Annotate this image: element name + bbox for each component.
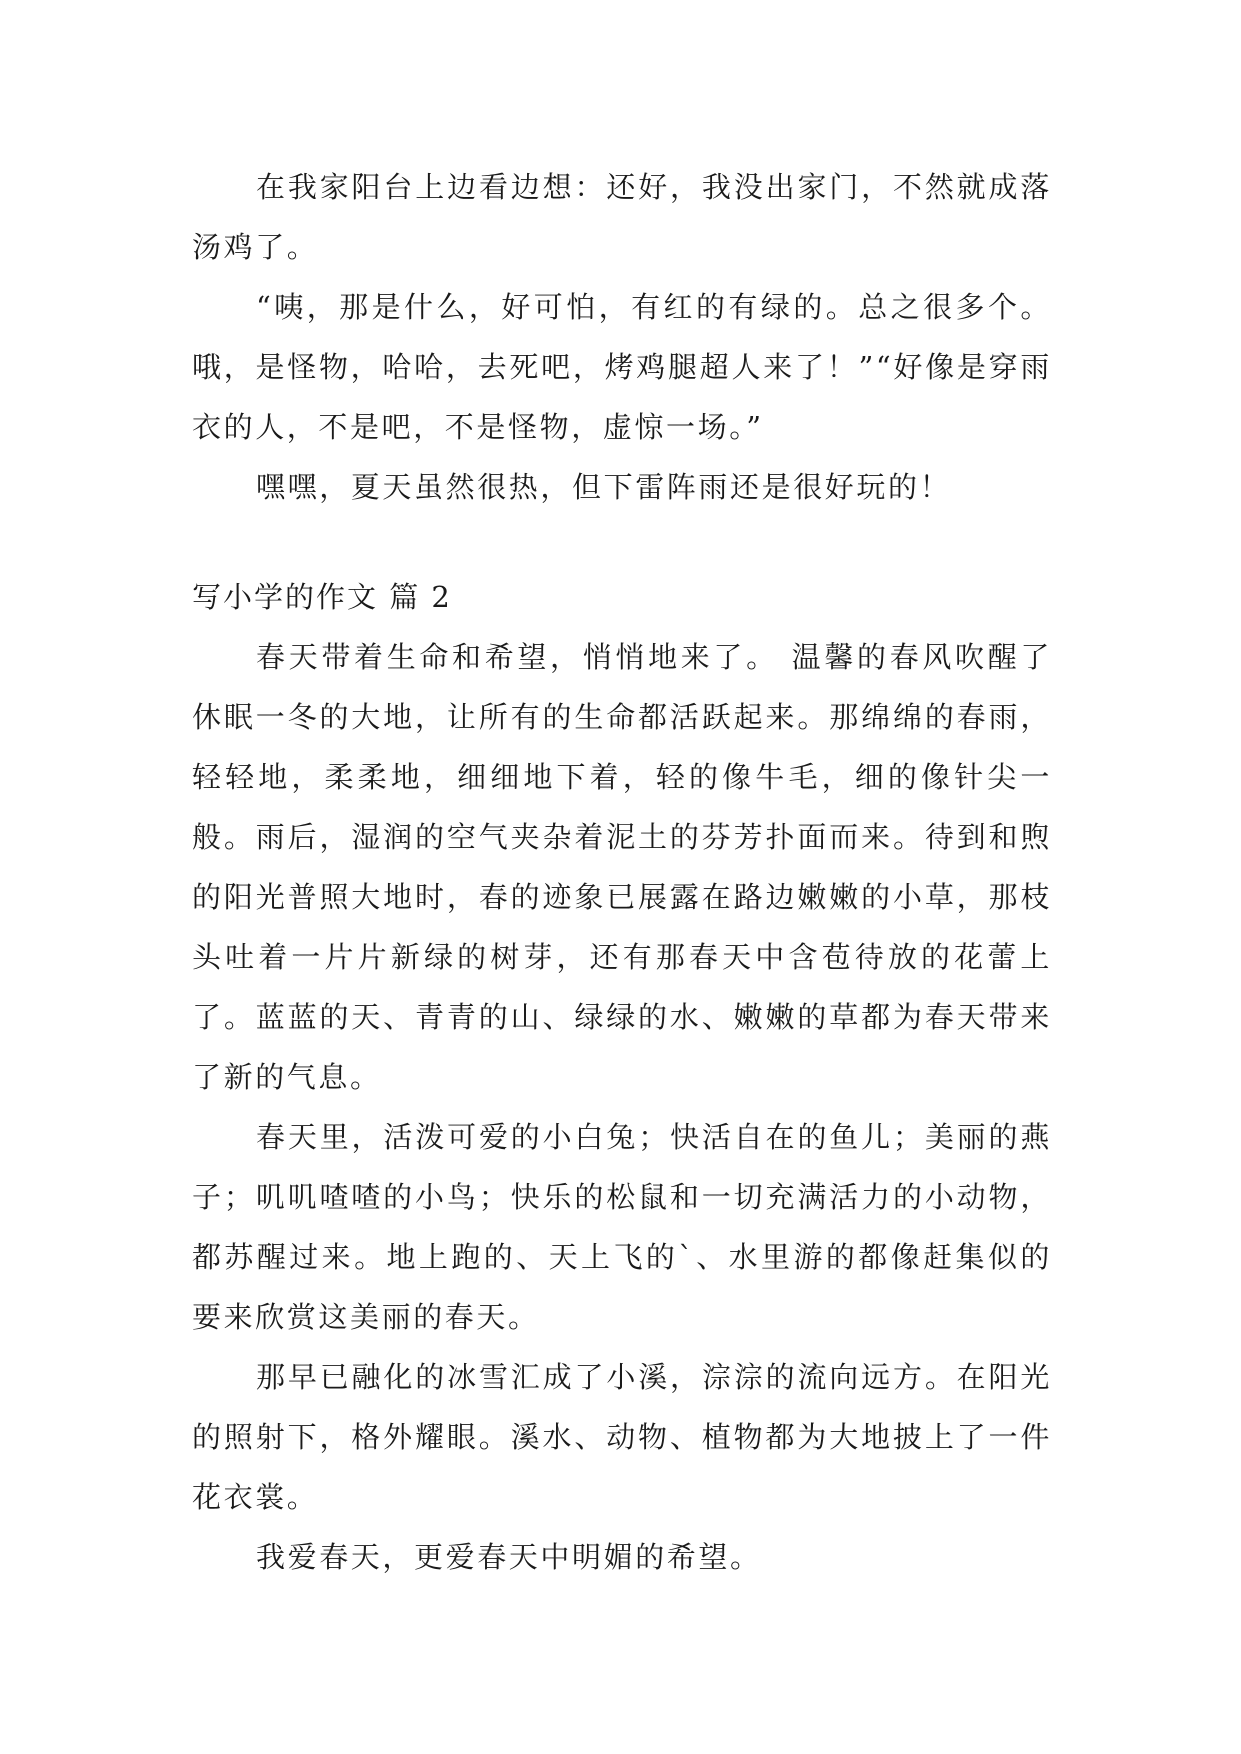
paragraph: “咦，那是什么，好可怕，有红的有绿的。总之很多个。哦，是怪物，哈哈，去死吧，烤鸡腿超人来了！”“好像是穿雨衣的人，不是吧，不是怪物，虚惊一场。” [192, 290, 1052, 444]
paragraph: 在我家阳台上边看边想：还好，我没出家门，不然就成落汤鸡了。 [192, 170, 1052, 264]
paragraph: 嘿嘿，夏天虽然很热，但下雷阵雨还是很好玩的！ [256, 470, 952, 504]
section-spacer [192, 517, 1052, 567]
paragraph: 春天带着生命和希望，悄悄地来了。 温馨的春风吹醒了休眠一冬的大地，让所有的生命都活跃起来。那绵绵的春雨，轻轻地，柔柔地，细细地下着，轻的像牛毛，细的像针尖一般。雨后，湿润的空气夹杂着泥土的芬芳扑面而来。待到和煦的阳光普照大地时，春的迹象已展露在路边嫩嫩的小草，那枝头吐着一片片新绿的树芽，还有那春天中含苞待放的花蕾上了。蓝蓝的天、青青的山、绿绿的水、嫩嫩的草都为春天带来了新的气息。 [192, 640, 1052, 1094]
paragraph: 那早已融化的冰雪汇成了小溪，淙淙的流向远方。在阳光的照射下，格外耀眼。溪水、动物、植物都为大地披上了一件花衣裳。 [192, 1360, 1052, 1514]
paragraph: 我爱春天，更爱春天中明媚的希望。 [256, 1540, 762, 1574]
section-heading: 写小学的作文 篇 2 [192, 580, 452, 614]
paragraph: 春天里，活泼可爱的小白兔；快活自在的鱼儿；美丽的燕子；叽叽喳喳的小鸟；快乐的松鼠和一切充满活力的小动物，都苏醒过来。地上跑的、天上飞的`、水里游的都像赶集似的要来欣赏这美丽的春天。 [192, 1120, 1052, 1334]
document-body [192, 157, 1052, 1587]
